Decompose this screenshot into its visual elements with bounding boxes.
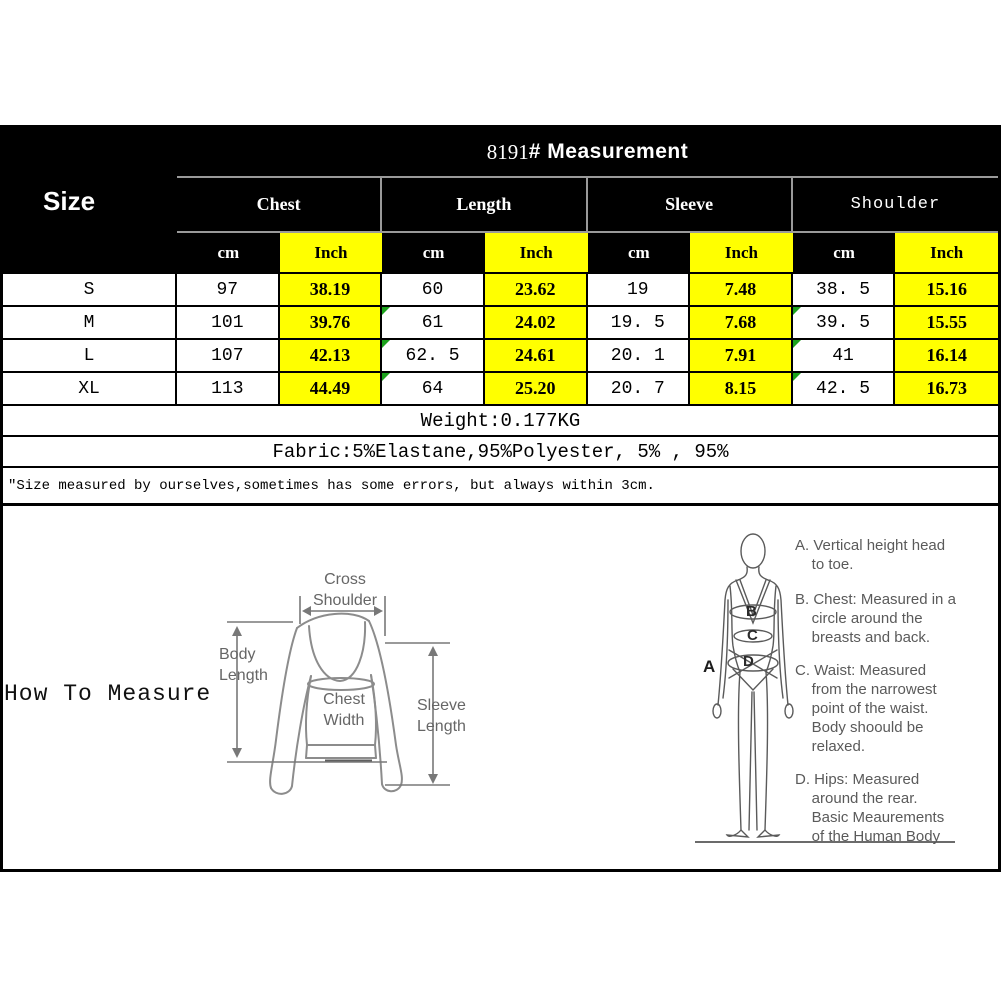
cell-value: 19. 5 <box>610 312 665 333</box>
cell-chest-inch <box>280 373 383 406</box>
cell-value: 24.61 <box>514 345 556 365</box>
size-label: Size <box>43 185 96 216</box>
table-row-l-size <box>3 340 177 373</box>
unit-inch-shoulder <box>895 233 998 274</box>
instruction-c: C. Waist: Measured from the narrowest point of the waist. Body shoould be relaxed. <box>795 662 937 755</box>
sleeve-label: Sleeve <box>665 194 714 214</box>
cell-value: 15.55 <box>926 312 967 332</box>
instruction-b: B. Chest: Measured in a circle around the breasts and back. <box>795 591 956 646</box>
size-value: XL <box>78 378 100 399</box>
cell-sleeve-inch <box>690 274 793 307</box>
group-header-sleeve <box>588 178 793 233</box>
cell-shoulder-inch <box>895 307 998 340</box>
inch-label: Inch <box>314 242 348 262</box>
figure-letter-d: D <box>743 653 754 670</box>
cell-sleeve-cm <box>588 274 691 307</box>
cell-sleeve-inch <box>690 340 793 373</box>
cell-value: 64 <box>421 378 444 399</box>
excel-flag-icon <box>382 373 390 381</box>
cell-sleeve-cm <box>588 307 691 340</box>
cell-shoulder-inch <box>895 373 998 406</box>
inch-label: Inch <box>930 242 964 262</box>
unit-cm-length <box>382 233 485 274</box>
body-length-label: Body Length <box>219 646 268 684</box>
cell-length-cm <box>382 274 485 307</box>
cell-sleeve-inch <box>690 307 793 340</box>
table-title <box>177 128 998 178</box>
cell-value: 101 <box>211 312 244 333</box>
size-chart-table <box>0 125 1001 503</box>
fabric-value: Fabric:5%Elastane,95%Polyester, 5% , 95% <box>272 440 729 463</box>
excel-flag-icon <box>793 373 801 381</box>
instruction-d: D. Hips: Measured around the rear. Basic Meaurements of the Human Body <box>795 771 945 845</box>
cell-value: 7.68 <box>724 312 757 332</box>
cell-chest-cm <box>177 340 280 373</box>
unit-inch-sleeve <box>690 233 793 274</box>
cell-value: 62. 5 <box>405 345 460 366</box>
cm-label: cm <box>217 242 240 262</box>
cell-length-cm <box>382 373 485 406</box>
cell-length-inch <box>485 274 588 307</box>
cell-value: 39. 5 <box>816 312 871 333</box>
cell-sleeve-inch <box>690 373 793 406</box>
cell-value: 39.76 <box>309 312 351 332</box>
cm-label: cm <box>422 242 445 262</box>
cell-length-inch <box>485 307 588 340</box>
cell-value: 42. 5 <box>816 378 871 399</box>
cell-shoulder-cm <box>793 307 896 340</box>
cell-shoulder-cm <box>793 373 896 406</box>
table-row-s-size <box>3 274 177 307</box>
note-row <box>3 468 998 503</box>
cell-value: 41 <box>832 345 854 366</box>
length-label: Length <box>456 194 512 214</box>
weight-row <box>3 406 998 437</box>
size-value: L <box>83 345 95 366</box>
figure-letter-a: A <box>703 657 716 676</box>
cell-value: 20. 1 <box>610 345 665 366</box>
figure-letter-c: C <box>747 627 758 644</box>
cell-value: 113 <box>211 378 244 399</box>
figure-letter-b: B <box>746 603 757 620</box>
excel-flag-icon <box>382 307 390 315</box>
cell-shoulder-inch <box>895 274 998 307</box>
section-heading: How To Measure <box>4 681 212 707</box>
cell-value: 7.48 <box>724 279 757 299</box>
size-column-header <box>3 128 177 274</box>
unit-inch-length <box>485 233 588 274</box>
cell-value: 38. 5 <box>816 279 871 300</box>
cm-label: cm <box>627 242 650 262</box>
cm-label: cm <box>833 242 855 262</box>
excel-flag-icon <box>793 340 801 348</box>
chest-width-label: Chest Width <box>323 691 365 729</box>
how-to-measure-section <box>0 503 1001 872</box>
cell-chest-inch <box>280 340 383 373</box>
note-text: ″Size measured by ourselves,sometimes has some errors, but always within 3cm. <box>8 477 655 494</box>
cell-length-inch <box>485 340 588 373</box>
sleeve-length-label: Sleeve Length <box>417 697 466 735</box>
cell-value: 42.13 <box>309 345 351 365</box>
excel-flag-icon <box>793 307 801 315</box>
cell-value: 24.02 <box>514 312 556 332</box>
cell-chest-cm <box>177 274 280 307</box>
cell-chest-cm <box>177 307 280 340</box>
cell-value: 23.62 <box>514 279 556 299</box>
group-header-chest <box>177 178 382 233</box>
product-code: 8191 <box>486 139 529 164</box>
group-header-shoulder <box>793 178 998 233</box>
cell-value: 19 <box>627 279 649 300</box>
cell-sleeve-cm <box>588 340 691 373</box>
cell-value: 7.91 <box>724 345 757 365</box>
cell-value: 8.15 <box>724 378 757 398</box>
cell-chest-inch <box>280 307 383 340</box>
cell-value: 61 <box>421 312 444 333</box>
inch-label: Inch <box>519 242 553 262</box>
cell-length-inch <box>485 373 588 406</box>
cell-shoulder-cm <box>793 274 896 307</box>
size-value: S <box>83 279 95 300</box>
cell-shoulder-cm <box>793 340 896 373</box>
inch-label: Inch <box>724 242 758 262</box>
unit-cm-shoulder <box>793 233 896 274</box>
cell-value: 20. 7 <box>610 378 665 399</box>
cell-value: 107 <box>211 345 244 366</box>
cell-length-cm <box>382 307 485 340</box>
unit-cm-sleeve <box>588 233 691 274</box>
cell-value: 38.19 <box>309 279 351 299</box>
unit-inch-chest <box>280 233 383 274</box>
cell-value: 44.49 <box>309 378 351 398</box>
cell-value: 16.14 <box>926 345 967 365</box>
weight-value: Weight:0.177KG <box>420 409 581 432</box>
size-value: M <box>83 312 95 333</box>
table-row-xl-size <box>3 373 177 406</box>
cell-value: 97 <box>216 279 239 300</box>
instruction-a: A. Vertical height head to toe. <box>795 537 946 573</box>
chest-label: Chest <box>256 194 301 214</box>
cell-chest-cm <box>177 373 280 406</box>
title-measurement: # Measurement <box>528 140 689 163</box>
cell-sleeve-cm <box>588 373 691 406</box>
cell-shoulder-inch <box>895 340 998 373</box>
cross-shoulder-label: Cross Shoulder <box>312 571 378 609</box>
table-row-m-size <box>3 307 177 340</box>
fabric-row <box>3 437 998 468</box>
excel-flag-icon <box>382 340 390 348</box>
shoulder-label: Shoulder <box>850 195 941 214</box>
cell-length-cm <box>382 340 485 373</box>
group-header-length <box>382 178 587 233</box>
cell-value: 15.16 <box>926 279 967 299</box>
unit-cm-chest <box>177 233 280 274</box>
cell-value: 16.73 <box>926 378 967 398</box>
cell-value: 60 <box>421 279 444 300</box>
cell-value: 25.20 <box>514 378 556 398</box>
cell-chest-inch <box>280 274 383 307</box>
